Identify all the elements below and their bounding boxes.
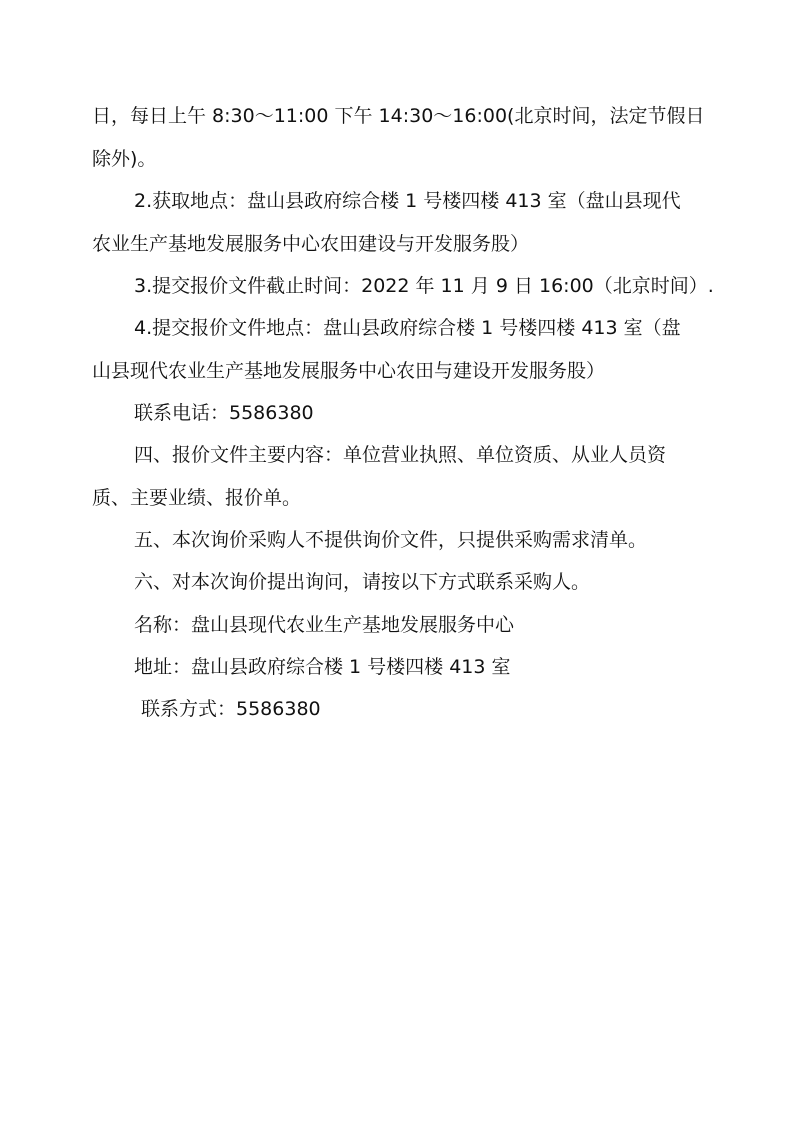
text-line-4: 农业生产基地发展服务中心农田建设与开发服务股） — [92, 233, 530, 255]
text-line-3: 2.获取地点：盘山县政府综合楼 1 号楼四楼 413 室（盘山县现代 — [134, 190, 681, 212]
text-line-9: 四、报价文件主要内容：单位营业执照、单位资质、从业人员资 — [134, 444, 667, 466]
text-line-7: 山县现代农业生产基地发展服务中心农田与建设开发服务股） — [92, 360, 606, 382]
text-line-2: 除外)。 — [92, 148, 157, 170]
text-line-13: 名称：盘山县现代农业生产基地发展服务中心 — [134, 614, 515, 636]
text-line-5: 3.提交报价文件截止时间：2022 年 11 月 9 日 16:00（北京时间）. — [134, 275, 714, 297]
text-line-8: 联系电话：5586380 — [134, 402, 314, 424]
text-line-15: 联系方式：5586380 — [141, 698, 321, 720]
text-line-11: 五、本次询价采购人不提供询价文件，只提供采购需求清单。 — [134, 529, 648, 551]
text-line-10: 质、主要业绩、报价单。 — [92, 487, 302, 509]
text-line-1: 日，每日上午 8:30～11:00 下午 14:30～16:00(北京时间，法定节假日 — [92, 105, 705, 127]
text-line-6: 4.提交报价文件地点：盘山县政府综合楼 1 号楼四楼 413 室（盘 — [134, 317, 681, 339]
text-line-12: 六、对本次询价提出询问，请按以下方式联系采购人。 — [134, 571, 591, 593]
text-line-14: 地址：盘山县政府综合楼 1 号楼四楼 413 室 — [134, 656, 511, 678]
